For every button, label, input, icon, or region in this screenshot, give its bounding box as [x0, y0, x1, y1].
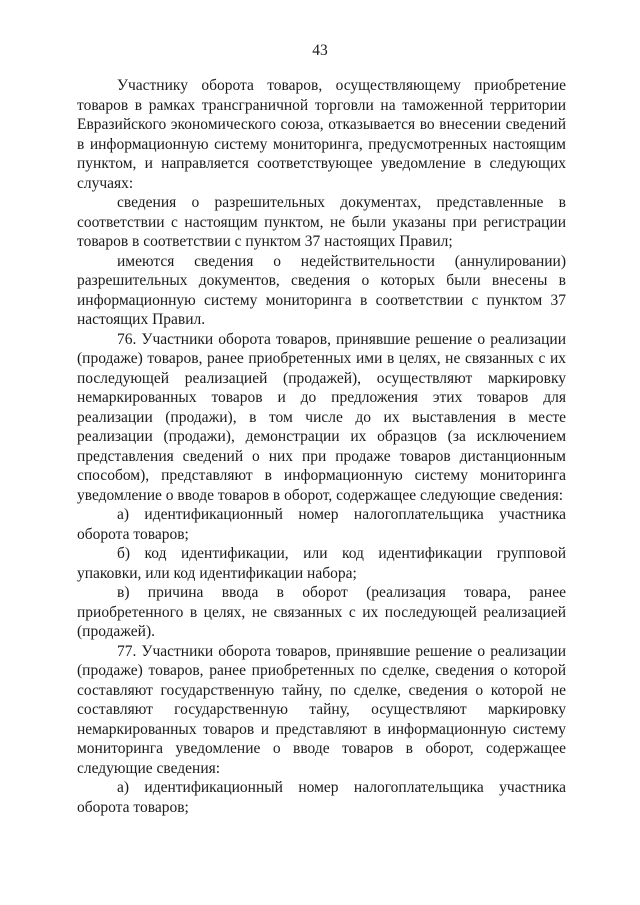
body-text	[77, 76, 566, 817]
page-number: 43	[312, 42, 328, 59]
paragraph-case-permits-invalid: имеются сведения о недействительности (аннулировании) разрешительных документов, сведения о которых были внесены в информационную систему мониторинга в соответствии с пунктом 37 настоящих Правил.	[77, 252, 566, 328]
list-item-76a: а) идентификационный номер налогоплательщика участника оборота товаров;	[77, 506, 566, 543]
paragraph-case-permits-not-specified: сведения о разрешительных документах, представленные в соответствии с настоящим пунктом, не были указаны при регистрации товаров в соответствии с пунктом 37 настоящих Правил;	[77, 194, 566, 250]
paragraph-item-76: 76. Участники оборота товаров, принявшие решение о реализации (продаже) товаров, ранее приобретенных ими в целях, не связанных с их последующей реализацией (продажей), осуществляют маркировку немаркированных товаров и до предложения этих товаров для реализации (продажи), в том числе до их выставления в месте реализации (продажи), демонстрации их образцов (за исключением представления сведений о них при продаже товаров дистанционным способом), представляют в информационную систему мониторинга уведомление о вводе товаров в оборот, содержащее следующие сведения:	[77, 330, 566, 504]
paragraph-item-77: 77. Участники оборота товаров, принявшие решение о реализации (продаже) товаров, ранее приобретенных по сделке, сведения о которой составляют государственную тайну, по сделке, сведения о которой не составляют государственную тайну, осуществляют маркировку немаркированных товаров и представляют в информационную систему мониторинга уведомление о вводе товаров в оборот, содержащее следующие сведения:	[77, 642, 566, 777]
paragraph-refusal-cases: Участнику оборота товаров, осуществляющему приобретение товаров в рамках трансграничной торговли на таможенной территории Евразийского экономического союза, отказывается во внесении сведений в информационную систему мониторинга, предусмотренных настоящим пунктом, и направляется соответствующее уведомление в следующих случаях:	[77, 77, 566, 192]
list-item-77a: а) идентификационный номер налогоплательщика участника оборота товаров;	[77, 779, 566, 816]
list-item-76b: б) код идентификации, или код идентификации групповой упаковки, или код идентификации набора;	[77, 545, 566, 582]
list-item-76c: в) причина ввода в оборот (реализация товара, ранее приобретенного в целях, не связанных с их последующей реализацией (продажей).	[77, 584, 566, 640]
